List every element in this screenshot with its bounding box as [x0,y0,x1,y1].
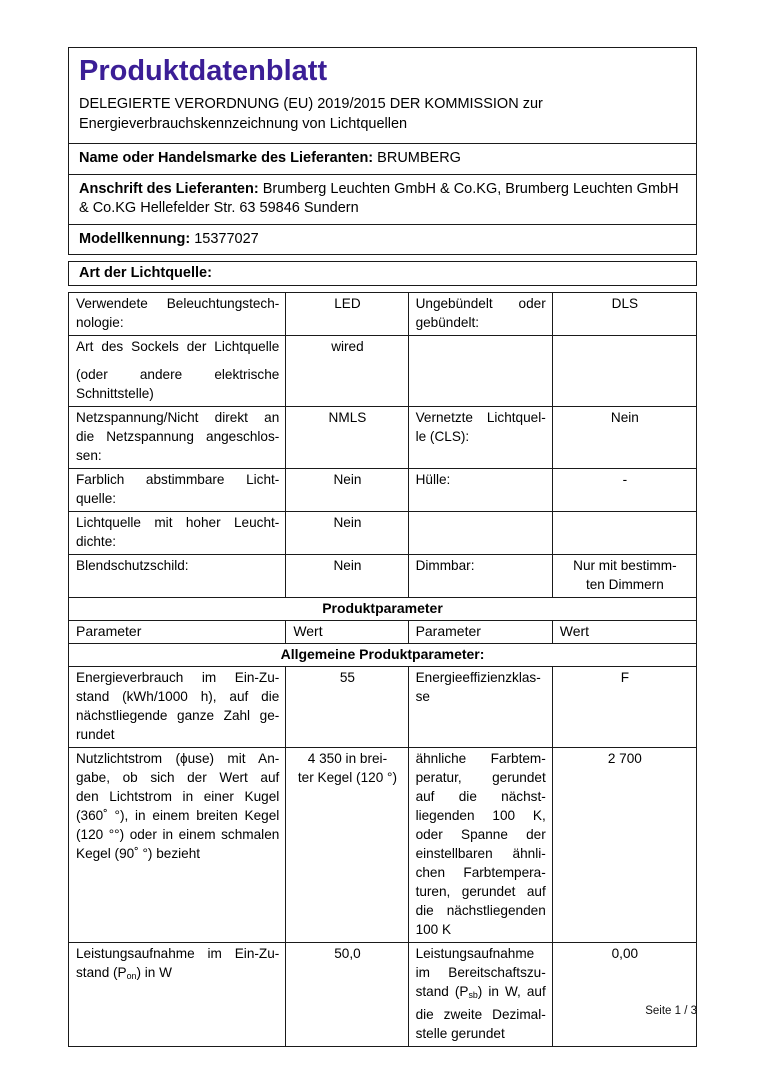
model-id-value: 15377027 [194,230,259,247]
supplier-name-label: Name oder Handelsmarke des Lieferanten: [79,150,374,166]
model-id-row [69,224,696,255]
table-row [69,666,696,747]
parameter-table [68,292,697,1047]
column-header: Wert [285,621,407,643]
model-id-label: Modellkennung: [79,230,191,247]
param-cell: Verwendete Beleuchtungstech- nologie: [76,296,280,330]
value-cell: 50,0 [285,943,407,1046]
table-row [69,511,696,554]
product-parameters-header-row [69,597,696,620]
value-cell: DLS [552,293,696,335]
supplier-name-row [69,143,696,174]
regulation-subtitle: DELEGIERTE VERORDNUNG (EU) 2019/2015 DER KOMMISSION zur Energieverbrauchskennzeichnung von Lichtquellen [79,96,543,132]
param-cell: Dimmbar: [408,555,552,597]
value-cell: NMLS [285,407,407,468]
value-cell: 4 350 in brei- ter Kegel (120 °) [285,748,407,942]
param-cell: Leistungsaufnahme im Ein-Zu- stand $(P_{on})$ in W [76,946,280,982]
supplier-address-label: Anschrift des Lieferanten: [79,180,259,197]
param-cell [408,512,552,554]
datasheet [68,47,697,1047]
column-header-row [69,620,696,643]
table-row [69,468,696,511]
column-header: Parameter [76,623,142,639]
light-source-heading: Art der Lichtquelle: [68,261,697,286]
value-cell: Nein [285,512,407,554]
page-title: Produktdatenblatt [79,55,328,87]
value-cell: Nein [552,407,696,468]
product-parameters-heading: Produktparameter [322,600,443,616]
param-cell: Nutzlichtstrom (ϕuse) mit An- gabe, ob sich der Wert auf den Lichtstrom in einer Kugel (360˚ °), in einem breiten Kegel (120 °°) oder in einem schmalen Kegel (90˚ °) bezieht [76,751,280,861]
param-cell: Ungebündelt oder gebündelt: [408,293,552,335]
table-row [69,293,696,335]
value-cell: 55 [285,667,407,747]
param-cell: Energieverbrauch im Ein-Zu- stand (kWh/1000 h), auf die nächstliegende ganze Zahl ge- rundet [76,670,280,742]
supplier-name-value: BRUMBERG [377,150,461,166]
param-cell: ähnliche Farbtem- peratur, gerundet auf die nächst- liegenden 100 K, oder Spanne der einstellbaren ähnli- chen Farbtempera- turen, gerundet auf die nächstliegenden 100 K [408,748,552,942]
value-cell [552,336,696,406]
value-cell [552,512,696,554]
table-row [69,335,696,406]
value-cell: F [552,667,696,747]
column-header: Wert [552,621,696,643]
value-cell: Nein [285,555,407,597]
table-row [69,942,696,1046]
supplier-address-row [69,174,696,224]
value-cell: 0,00 [552,943,696,1046]
table-row [69,747,696,942]
column-header: Parameter [408,621,552,643]
value-cell: wired [285,336,407,406]
param-cell: Leistungsaufnahme im Bereitschaftszu- stand $(P_{sb})$ in W, auf die zweite Dezimal- stelle gerundet [408,943,552,1046]
param-cell: Vernetzte Lichtquel- le (CLS): [408,407,552,468]
supplier-address-value: Brumberg Leuchten GmbH & Co.KG, Brumberg Leuchten GmbH & Co.KG Hellefelder Str. 63 59846 Sundern [79,180,679,216]
param-cell: Energieeffizienzklas- se [408,667,552,747]
page-number: Seite 1 / 3 [645,1005,697,1017]
title-block [69,48,696,143]
value-cell: Nein [285,469,407,511]
general-parameters-heading: Allgemeine Produktparameter: [280,646,485,662]
param-cell: Netzspannung/Nicht direkt an die Netzspannung angeschlos- sen: [76,410,280,463]
value-cell: - [552,469,696,511]
param-cell: Farblich abstimmbare Licht- quelle: [76,472,280,506]
table-row [69,406,696,468]
value-cell: Nur mit bestimm- ten Dimmern [552,555,696,597]
param-cell: Blendschutzschild: [76,558,189,573]
table-row [69,554,696,597]
value-cell: 2 700 [552,748,696,942]
param-cell: Art des Sockels der Lichtquelle (oder andere elektrische Schnittstelle) [76,339,280,401]
param-cell [408,336,552,406]
value-cell: LED [285,293,407,335]
param-cell: Lichtquelle mit hoher Leucht- dichte: [76,515,280,549]
general-parameters-header-row [69,643,696,666]
title-supplier-box [68,47,697,255]
param-cell: Hülle: [408,469,552,511]
